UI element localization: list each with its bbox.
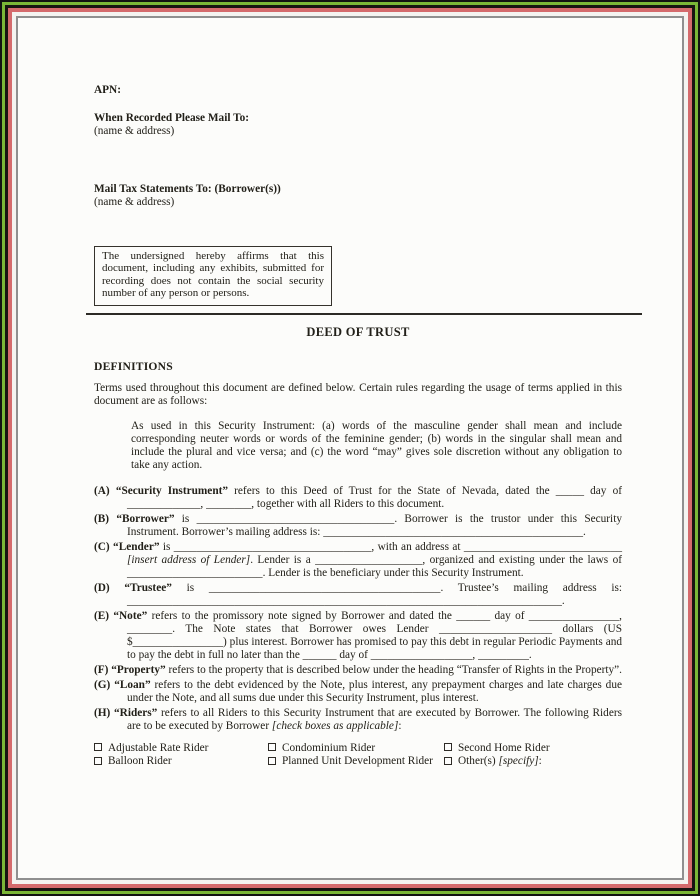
- scan-border-green: [2, 2, 698, 894]
- page-title: DEED OF TRUST: [306, 324, 410, 339]
- document-page: [16, 16, 684, 880]
- scan-border-red: [8, 8, 692, 888]
- when-recorded-label: When Recorded Please Mail To:: [94, 112, 250, 124]
- when-recorded-note: (name & address): [94, 125, 175, 137]
- rider-label: Condominium Rider: [282, 741, 376, 754]
- mail-tax-note: (name & address): [94, 196, 175, 208]
- rider-label: Other(s) [specify]:: [458, 755, 542, 768]
- apn-label: APN:: [94, 84, 121, 96]
- mail-tax-block: [94, 183, 622, 209]
- rider-option-others-specify[interactable]: [444, 755, 622, 769]
- definition-item-b: (B) “Borrower” is ___________________________________. Borrower is the trustor under this Security Instrument. Borrower’s mailing address is: ______________________________________________.: [94, 512, 622, 538]
- scan-border-white: [12, 12, 688, 884]
- rider-option-condominium[interactable]: [268, 742, 444, 756]
- rider-option-balloon[interactable]: [94, 755, 268, 769]
- definitions-heading: DEFINITIONS: [94, 359, 173, 373]
- rider-label: Planned Unit Development Rider: [282, 755, 433, 768]
- definition-item-a: (A) “Security Instrument” refers to this Deed of Trust for the State of Nevada, dated the _____ day of _____________, ________, together with all Riders to this document.: [94, 484, 622, 510]
- definitions-intro: Terms used throughout this document are defined below. Certain rules regarding the usage of terms applied in this document are as follows:: [94, 381, 622, 407]
- adjustable-rate-rider-checkbox[interactable]: [94, 743, 102, 751]
- definitions-list: [94, 485, 622, 733]
- second-home-rider-checkbox[interactable]: [444, 743, 452, 751]
- rider-option-planned-unit-development[interactable]: [268, 755, 444, 769]
- when-recorded-block: [94, 112, 622, 138]
- affirmation-box: The undersigned hereby affirms that this document, including any exhibits, submitted for recording does not contain the social security number of any person or persons.: [94, 246, 332, 306]
- definition-item-f: (F) “Property” refers to the property that is described below under the heading “Transfer of Rights in the Property”.: [94, 663, 622, 676]
- rider-option-second-home[interactable]: [444, 742, 622, 756]
- scan-border-black: [5, 5, 695, 891]
- definition-item-h: (H) “Riders” refers to all Riders to this Security Instrument that are executed by Borrower. The following Riders are to be executed by Borrower [check boxes as applicable]:: [94, 706, 622, 732]
- balloon-rider-checkbox[interactable]: [94, 757, 102, 765]
- definition-item-d: (D) “Trustee” is _________________________________________. Trustee’s mailing address is: _____________________________________________________________________________.: [94, 581, 623, 607]
- others-specify-checkbox[interactable]: [444, 757, 452, 765]
- usage-rules-paragraph: As used in this Security Instrument: (a) words of the masculine gender shall mean and include corresponding neuter words or words of the feminine gender; (b) words in the singular shall mean and include the plural and vice versa; and (c) the word “may” gives sole discretion without any obligation to take any action.: [131, 419, 622, 471]
- rider-label: Balloon Rider: [108, 755, 172, 768]
- planned-unit-development-rider-checkbox[interactable]: [268, 757, 276, 765]
- rider-checkbox-grid: [94, 742, 622, 769]
- page-content: [18, 18, 682, 878]
- condominium-rider-checkbox[interactable]: [268, 743, 276, 751]
- rider-label: Second Home Rider: [458, 741, 550, 754]
- definition-item-g: (G) “Loan” refers to the debt evidenced by the Note, plus interest, any prepayment charges and late charges due under the Note, and all sums due under this Security Instrument, plus interest.: [94, 678, 622, 704]
- rider-option-adjustable-rate[interactable]: [94, 742, 268, 756]
- horizontal-rule: [86, 313, 642, 315]
- mail-tax-label: Mail Tax Statements To: (Borrower(s)): [94, 183, 281, 195]
- definition-item-c: (C) “Lender” is ___________________________________, with an address at ____________________________ [insert address of Lender]. Lender is a ___________________, organized and existing under the laws of ________________________. Lender is the beneficiary under this Security Instrument.: [94, 540, 622, 579]
- definition-item-e: (E) “Note” refers to the promissory note signed by Borrower and dated the ______ day of ________________, ________. The Note states that Borrower owes Lender ____________________ dollars (US $________________) plus interest. Borrower has promised to pay this debt in regular Periodic Payments and to pay the debt in full no later than the ______ day of __________________, _________.: [94, 609, 623, 661]
- rider-label: Adjustable Rate Rider: [108, 741, 209, 754]
